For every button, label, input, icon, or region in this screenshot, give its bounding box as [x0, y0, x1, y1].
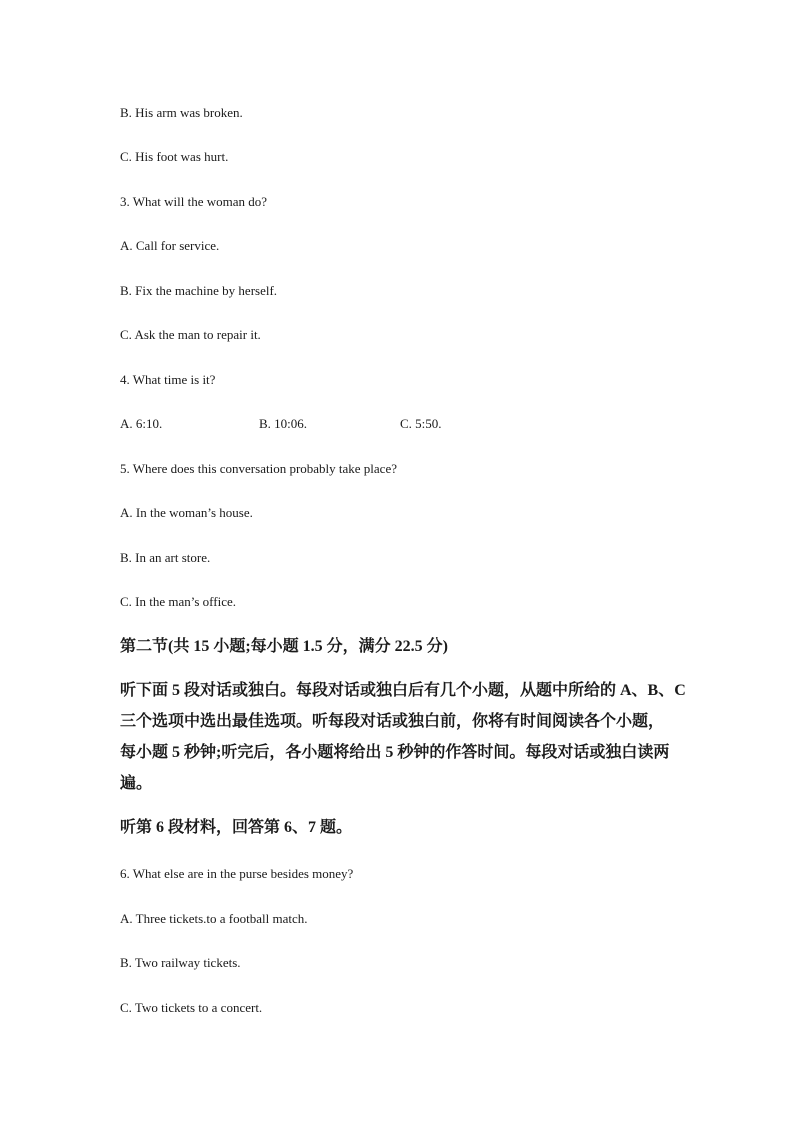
- q5-option-b: B. In an art store.: [120, 550, 211, 565]
- q3-option-b: B. Fix the machine by herself.: [120, 283, 278, 298]
- q6-option-c: C. Two tickets to a concert.: [120, 1000, 263, 1015]
- q5-question: 5. Where does this conversation probably take place?: [120, 461, 397, 476]
- section-heading: 第二节(共 15 小题;每小题 1.5 分，满分 22.5 分): [120, 638, 448, 655]
- q3-question: 3. What will the woman do?: [120, 194, 268, 209]
- instructions-line: 听下面 5 段对话或独白。每段对话或独白后有几个小题，从题中所给的 A、B、C: [120, 682, 686, 699]
- q5-option-c: C. In the man’s office.: [120, 594, 237, 609]
- material-heading: 听第 6 段材料，回答第 6、7 题。: [120, 819, 353, 836]
- instructions-line: 遍。: [120, 775, 153, 792]
- q5-option-a: A. In the woman’s house.: [120, 505, 253, 520]
- q6-question: 6. What else are in the purse besides money?: [120, 866, 354, 881]
- instructions-line: 三个选项中选出最佳选项。听每段对话或独白前，你将有时间阅读各个小题，: [120, 713, 665, 730]
- q4-option-c: C. 5:50.: [400, 416, 442, 431]
- instructions-line: 每小题 5 秒钟;听完后，各小题将给出 5 秒钟的作答时间。每段对话或独白读两: [120, 744, 670, 761]
- q4-option-b: B. 10:06.: [259, 416, 308, 431]
- q2-option-b: B. His arm was broken.: [120, 105, 243, 120]
- section-instructions: [120, 675, 700, 799]
- q6-option-a: A. Three tickets.to a football match.: [120, 911, 308, 926]
- q3-option-a: A. Call for service.: [120, 238, 220, 253]
- q3-option-c: C. Ask the man to repair it.: [120, 327, 261, 342]
- q6-option-b: B. Two railway tickets.: [120, 955, 241, 970]
- q2-option-c: C. His foot was hurt.: [120, 149, 229, 164]
- q4-question: 4. What time is it?: [120, 372, 216, 387]
- q4-option-a: A. 6:10.: [120, 416, 163, 431]
